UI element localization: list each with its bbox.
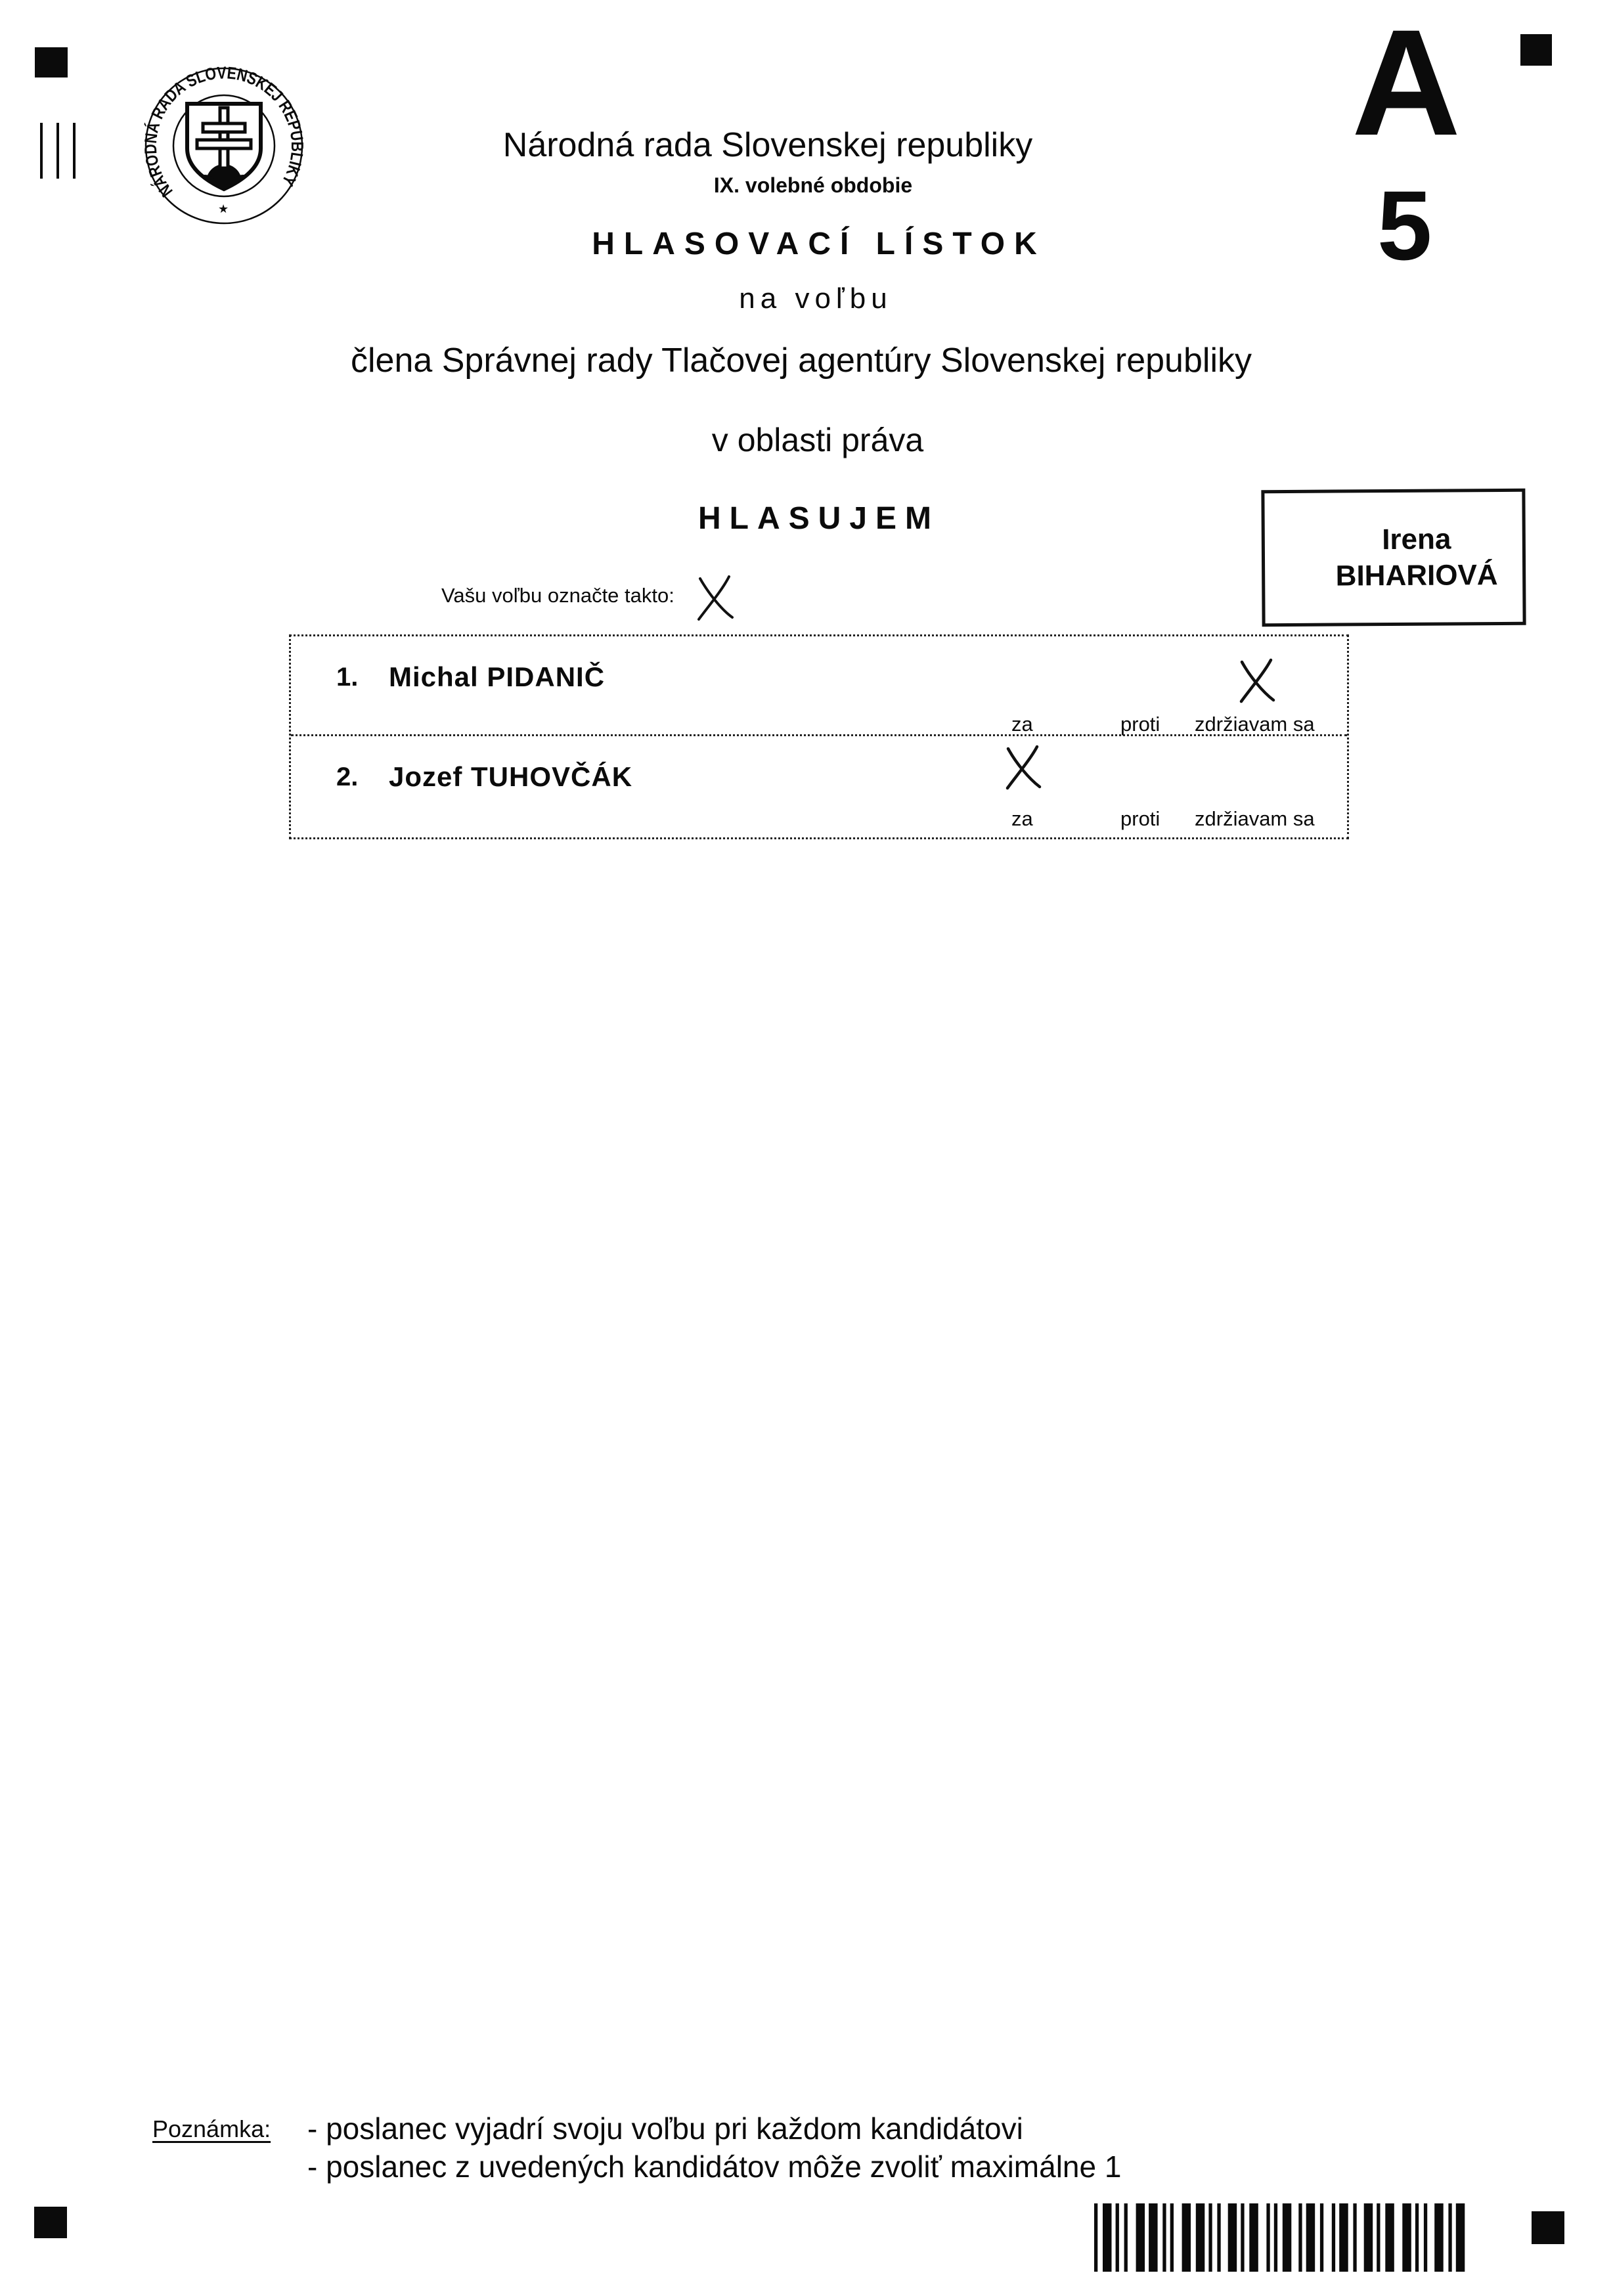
registration-square-top-right xyxy=(1520,34,1552,66)
option-label-proti: proti xyxy=(1120,807,1160,830)
option-label-zdrziavam-sa: zdržiavam sa xyxy=(1195,807,1315,830)
candidates-box xyxy=(289,634,1349,839)
nominee-first-name: Irena xyxy=(1382,523,1451,556)
mark-instruction: Vašu voľbu označte takto: xyxy=(441,584,674,607)
ballot-subtitle: na voľbu xyxy=(739,282,893,315)
registration-line-1 xyxy=(40,123,43,179)
example-x-mark xyxy=(695,575,737,621)
registration-square-bottom-left xyxy=(34,2207,67,2238)
candidate-number: 2. xyxy=(336,762,359,791)
elected-position: člena Správnej rady Tlačovej agentúry Slovenskej republiky xyxy=(350,342,1252,380)
registration-square-top-left xyxy=(35,47,68,77)
seal-circular-text: NÁRODNÁ RADA SLOVENSKEJ REPUBLIKY xyxy=(140,63,308,201)
registration-square-bottom-right xyxy=(1532,2211,1564,2244)
candidate-row xyxy=(291,736,1347,837)
field-of-expertise: v oblasti práva xyxy=(711,422,924,458)
seal-star: ★ xyxy=(218,202,229,215)
note-lines xyxy=(307,2109,1121,2186)
registration-line-2 xyxy=(56,123,59,179)
ballot-title: HLASOVACÍ LÍSTOK xyxy=(592,227,1046,261)
ballot-number: 5 xyxy=(1377,170,1432,280)
nominee-box xyxy=(1261,489,1526,627)
candidate-name: Michal PIDANIČ xyxy=(389,661,606,692)
vote-x-mark xyxy=(1238,657,1277,705)
org-title: Národná rada Slovenskej republiky xyxy=(502,126,1033,164)
option-label-za: za xyxy=(1011,807,1033,830)
slovak-coat-of-arms xyxy=(187,104,261,200)
vote-heading: HLASUJEM xyxy=(697,501,940,536)
candidate-row xyxy=(291,636,1347,736)
note-label: Poznámka: xyxy=(152,2115,271,2142)
candidate-name: Jozef TUHOVČÁK xyxy=(389,761,633,792)
registration-line-3 xyxy=(73,123,76,179)
election-term: IX. volebné obdobie xyxy=(713,173,913,197)
note-line: - poslanec z uvedených kandidátov môže zvoliť maximálne 1 xyxy=(307,2150,1122,2184)
note-line: - poslanec vyjadrí svoju voľbu pri každom kandidátovi xyxy=(307,2111,1023,2146)
option-label-zdrziavam-sa: zdržiavam sa xyxy=(1195,713,1315,736)
vote-x-mark xyxy=(1004,744,1044,791)
nominee-last-name: BIHARIOVÁ xyxy=(1335,559,1498,592)
option-label-proti: proti xyxy=(1120,713,1160,736)
barcode xyxy=(1094,2202,1472,2273)
ballot-letter: A xyxy=(1352,0,1461,167)
parliament-seal xyxy=(139,63,310,232)
option-label-za: za xyxy=(1011,713,1033,736)
candidate-number: 1. xyxy=(336,663,359,692)
